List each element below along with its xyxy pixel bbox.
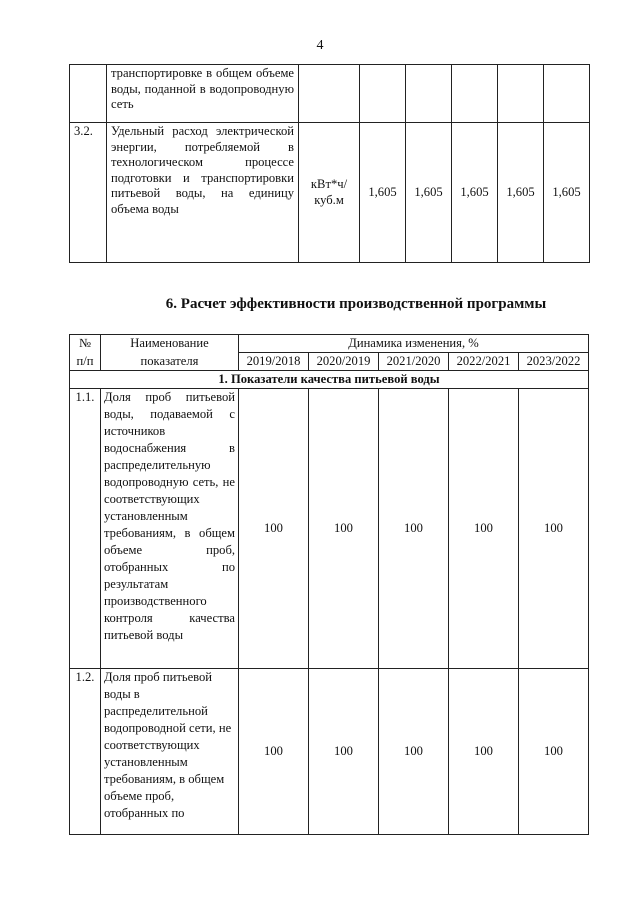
year-header: 2022/2021 [449,353,519,371]
dynamics-header: Динамика изменения, % [239,335,589,353]
year-header: 2019/2018 [239,353,309,371]
row-text: транспортировке в общем объеме воды, поданной в водопроводную сеть [107,65,299,123]
row-value [406,65,452,123]
row-value: 1,605 [360,123,406,263]
name-header-top: Наименование [101,335,239,353]
row-value: 1,605 [544,123,590,263]
section-row [70,371,589,389]
row-value: 1,605 [452,123,498,263]
page-number: 4 [316,38,324,53]
row-value [452,65,498,123]
dynamics-value: 100 [449,669,519,835]
row-number: 3.2. [70,123,107,263]
header-row [70,353,589,371]
row-value [544,65,590,123]
dynamics-value: 100 [239,669,309,835]
section-header: 1. Показатели качества питьевой воды [70,371,589,389]
dynamics-value: 100 [239,389,309,669]
efficiency-table [69,334,589,835]
dynamics-value: 100 [449,389,519,669]
name-header-bottom: показателя [101,353,239,371]
indicator-name: Доля проб питьевой воды в распределительной водопроводной сети, не соответствующих установленным требованиям, в общем объеме проб, отобранных по [101,669,239,835]
table-row [70,669,589,835]
row-value: 1,605 [498,123,544,263]
header-row [70,335,589,353]
dynamics-value: 100 [309,389,379,669]
indicator-name: Доля проб питьевой воды, подаваемой с источников водоснабжения в распределительную водопроводную сеть, не соответствующих установленным требованиям, в общем объеме проб, отобранных по результатам производственного контроля качества питьевой воды [101,389,239,669]
row-value: 1,605 [406,123,452,263]
row-value [360,65,406,123]
dynamics-value: 100 [519,389,589,669]
row-number [70,65,107,123]
table-row [70,65,590,123]
table-row [70,123,590,263]
year-header: 2020/2019 [309,353,379,371]
row-unit [299,65,360,123]
row-unit: кВт*ч/ куб.м [299,123,360,263]
dynamics-value: 100 [519,669,589,835]
num-header-bottom: п/п [70,353,101,371]
dynamics-value: 100 [379,669,449,835]
dynamics-value: 100 [309,669,379,835]
year-header: 2023/2022 [519,353,589,371]
year-header: 2021/2020 [379,353,449,371]
num-header-top: № [70,335,101,353]
indicators-table-continued [69,64,590,263]
row-number: 1.2. [70,669,101,835]
section-title: 6. Расчет эффективности производственной программы [165,296,547,312]
row-value [498,65,544,123]
row-number: 1.1. [70,389,101,669]
table-row [70,389,589,669]
dynamics-value: 100 [379,389,449,669]
row-text: Удельный расход электрической энергии, потребляемой в технологическом процессе подготовки и транспортировки питьевой воды, на единицу объема воды [107,123,299,263]
